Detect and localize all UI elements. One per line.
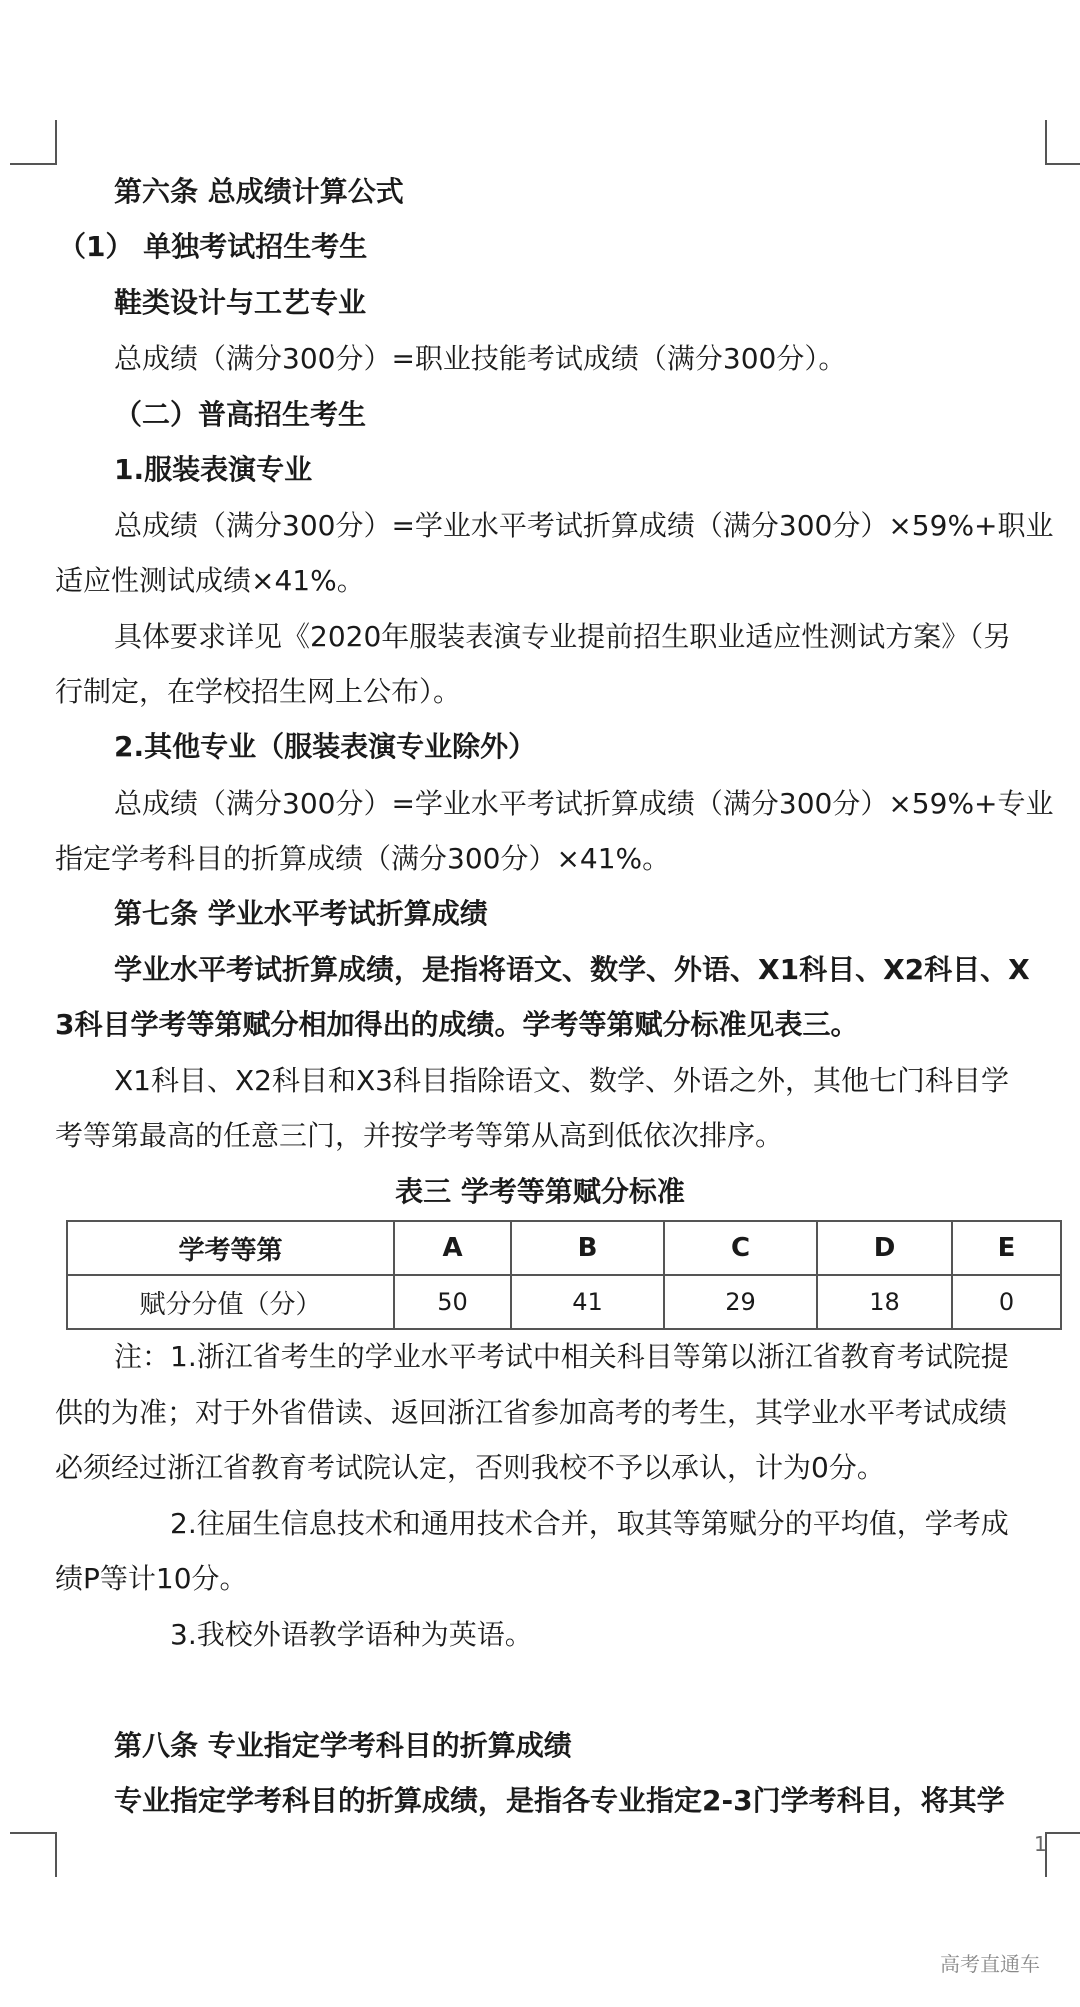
table-row [67, 1275, 1061, 1329]
section-2-heading: （二）普高招生考生 [114, 398, 367, 431]
article-7-heading: 第七条 学业水平考试折算成绩 [114, 897, 488, 930]
table-header-cell: C [664, 1221, 817, 1275]
note-3: 3.我校外语教学语种为英语。 [170, 1618, 533, 1651]
table-cell: 0 [952, 1275, 1061, 1329]
table-cell: 18 [817, 1275, 952, 1329]
table-header-cell: E [952, 1221, 1061, 1275]
other-formula-line-1: 总成绩（满分300分）=学业水平考试折算成绩（满分300分）×59%+专业 [114, 787, 1054, 820]
watermark-text: 高考直通车 [940, 1952, 1040, 1976]
article-8-paragraph-line-1: 专业指定学考科目的折算成绩，是指各专业指定2-3门学考科目，将其学 [114, 1784, 1005, 1817]
table-header-cell: B [511, 1221, 664, 1275]
table-header-cell: 学考等第 [67, 1221, 394, 1275]
table-cell: 29 [664, 1275, 817, 1329]
fashion-requirement-line-2: 行制定，在学校招生网上公布）。 [55, 675, 462, 708]
crop-mark-bottom-right-h [1045, 1832, 1080, 1834]
crop-mark-top-left-h [10, 163, 57, 165]
article-7-paragraph-2-line-2: 考等第最高的任意三门，并按学考等第从高到低依次排序。 [55, 1119, 784, 1152]
shoe-major-formula: 总成绩（满分300分）=职业技能考试成绩（满分300分）。 [114, 342, 847, 375]
table-3-caption: 表三 学考等第赋分标准 [395, 1175, 685, 1208]
note-2-line-1: 2.往届生信息技术和通用技术合并，取其等第赋分的平均值，学考成 [170, 1507, 1009, 1540]
article-8-heading: 第八条 专业指定学考科目的折算成绩 [114, 1729, 572, 1762]
fashion-formula-line-1: 总成绩（满分300分）=学业水平考试折算成绩（满分300分）×59%+职业 [114, 509, 1054, 542]
crop-mark-top-right-h [1045, 163, 1080, 165]
table-cell: 50 [394, 1275, 511, 1329]
page-number: 1 [1034, 1832, 1047, 1856]
crop-mark-bottom-left-h [10, 1832, 57, 1834]
section-1-heading: （1） 单独考试招生考生 [58, 230, 368, 263]
article-7-paragraph-2-line-1: X1科目、X2科目和X3科目指除语文、数学、外语之外，其他七门科目学 [114, 1064, 1009, 1097]
table-cell: 赋分分值（分） [67, 1275, 394, 1329]
table-header-cell: D [817, 1221, 952, 1275]
crop-mark-top-right-v [1045, 120, 1047, 165]
crop-mark-top-left-v [55, 120, 57, 165]
crop-mark-bottom-left-v [55, 1832, 57, 1877]
article-7-paragraph-1-line-1: 学业水平考试折算成绩，是指将语文、数学、外语、X1科目、X2科目、X [114, 953, 1030, 986]
fashion-requirement-line-1: 具体要求详见《2020年服装表演专业提前招生职业适应性测试方案》（另 [114, 620, 1012, 653]
table-header-row [67, 1221, 1061, 1275]
article-7-paragraph-1-line-2: 3科目学考等第赋分相加得出的成绩。学考等第赋分标准见表三。 [55, 1008, 859, 1041]
table-header-cell: A [394, 1221, 511, 1275]
shoe-major-heading: 鞋类设计与工艺专业 [114, 286, 367, 319]
grade-score-table [66, 1220, 1062, 1330]
note-1-line-1: 注：1.浙江省考生的学业水平考试中相关科目等第以浙江省教育考试院提 [114, 1340, 1009, 1373]
note-1-line-3: 必须经过浙江省教育考试院认定，否则我校不予以承认，计为0分。 [55, 1451, 885, 1484]
fashion-formula-line-2: 适应性测试成绩×41%。 [55, 564, 365, 597]
note-2-line-2: 绩P等计10分。 [55, 1562, 248, 1595]
other-majors-heading: 2.其他专业（服装表演专业除外） [114, 730, 537, 763]
fashion-major-heading: 1.服装表演专业 [114, 453, 313, 486]
table-cell: 41 [511, 1275, 664, 1329]
note-1-line-2: 供的为准；对于外省借读、返回浙江省参加高考的考生，其学业水平考试成绩 [55, 1396, 1008, 1429]
article-6-heading: 第六条 总成绩计算公式 [114, 175, 404, 208]
other-formula-line-2: 指定学考科目的折算成绩（满分300分）×41%。 [55, 842, 671, 875]
